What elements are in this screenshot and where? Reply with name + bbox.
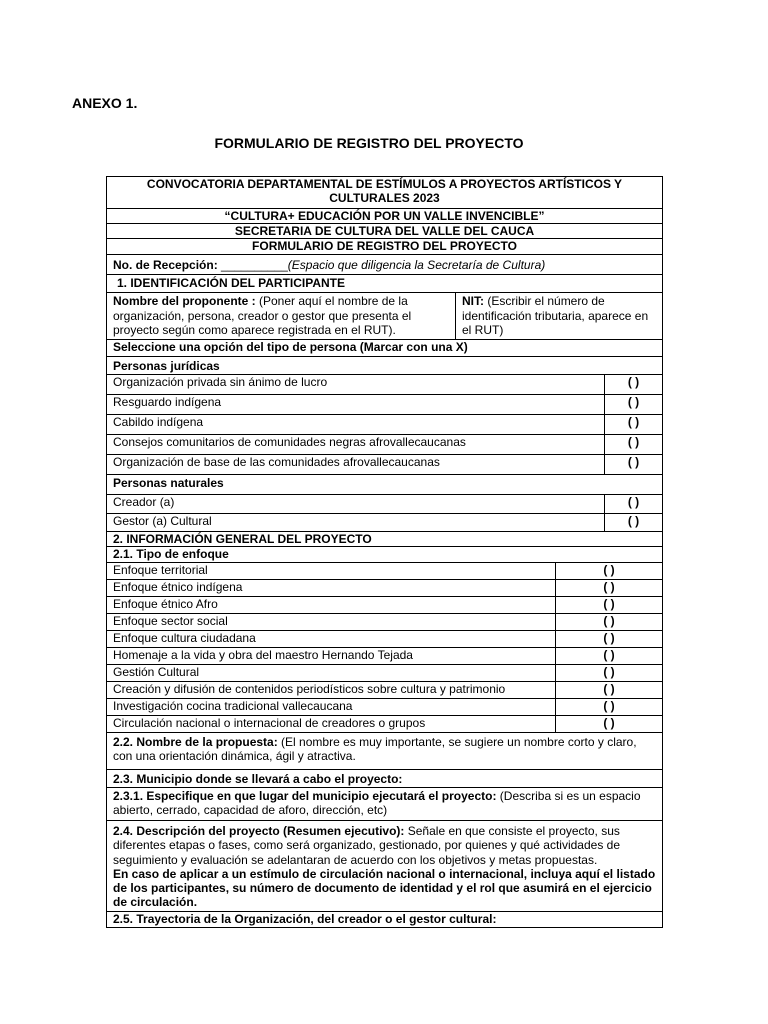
legal-option-checkbox[interactable]: ( ) (605, 414, 663, 434)
municipality-cell[interactable]: 2.3. Municipio donde se llevará a cabo el proyecto: (107, 770, 663, 788)
legal-option-checkbox[interactable]: ( ) (605, 394, 663, 414)
nit-label: NIT: (462, 294, 484, 309)
call-title: CONVOCATORIA DEPARTAMENTAL DE ESTÍMULOS A PROYECTOS ARTÍSTICOS Y CULTURALES 2023 (107, 177, 663, 209)
focus-option-checkbox[interactable]: ( ) (556, 631, 663, 648)
focus-option-label: Enfoque étnico Afro (107, 597, 556, 614)
secretariat-name: SECRETARIA DE CULTURA DEL VALLE DEL CAUCA (107, 224, 663, 239)
proponent-instructions: (Poner aquí el nombre de la organización, persona, creador o gestor que presenta el proyecto según como aparece registrada en el RUT). (113, 294, 412, 337)
document-title: FORMULARIO DE REGISTRO DEL PROYECTO (214, 135, 524, 151)
reception-label: No. de Recepción: (113, 258, 218, 273)
place-instructions: (Describa si es un espacio abierto, cerrado, capacidad de aforo, dirección, etc) (113, 789, 641, 818)
project-description-instructions: Señale en que consiste el proyecto, sus diferentes etapas o fases, como será organizado, gestionado, por quienes y qué actividades de seguimiento y evaluación se adelantaran de acuerdo con los objetivos y metas propuestas. (113, 824, 620, 867)
nit-instructions: (Escribir el número de identificación tributaria, aparece en el RUT) (462, 294, 649, 337)
form-table-identification (106, 176, 663, 532)
legal-persons-title: Personas jurídicas (107, 357, 663, 374)
trajectory-cell[interactable]: 2.5. Trayectoria de la Organización, del creador o el gestor cultural: (107, 912, 663, 928)
natural-option-label: Creador (a) (107, 494, 605, 513)
focus-option-label: Creación y difusión de contenidos periodísticos sobre cultura y patrimonio (107, 682, 556, 699)
natural-option-label: Gestor (a) Cultural (107, 513, 605, 531)
legal-option-checkbox[interactable]: ( ) (605, 454, 663, 474)
natural-persons-title: Personas naturales (107, 474, 663, 494)
proponent-label: Nombre del proponente : (113, 294, 256, 309)
person-type-instruction: Seleccione una opción del tipo de persona (Marcar con una X) (107, 340, 663, 357)
focus-option-checkbox[interactable]: ( ) (556, 682, 663, 699)
nit-cell[interactable] (456, 293, 663, 340)
legal-option-label: Consejos comunitarios de comunidades negras afrovallecaucanas (107, 434, 605, 454)
natural-option-checkbox[interactable]: ( ) (605, 494, 663, 513)
circulation-instructions: En caso de aplicar a un estímulo de circulación nacional o internacional, incluya aquí el listado de los participantes, su número de documento de identidad y el rol que asumirá en el ejercicio de circulación. (113, 866, 656, 910)
legal-option-checkbox[interactable]: ( ) (605, 434, 663, 454)
focus-option-checkbox[interactable]: ( ) (556, 699, 663, 716)
focus-option-checkbox[interactable]: ( ) (556, 597, 663, 614)
place-label: 2.3.1. Especifique en que lugar del municipio ejecutará el proyecto: (113, 789, 497, 804)
place-cell[interactable] (107, 788, 663, 821)
form-table-project-info (106, 531, 663, 928)
project-description-label: 2.4. Descripción del proyecto (Resumen ejecutivo): (113, 824, 405, 839)
focus-type-title: 2.1. Tipo de enfoque (107, 547, 663, 563)
focus-option-checkbox[interactable]: ( ) (556, 665, 663, 682)
legal-option-checkbox[interactable]: ( ) (605, 374, 663, 394)
focus-option-checkbox[interactable]: ( ) (556, 580, 663, 597)
proposal-name-instructions: (El nombre es muy importante, se sugiere un nombre corto y claro, con una orientación dinámica, ágil y atractiva. (113, 735, 637, 764)
focus-option-label: Homenaje a la vida y obra del maestro Hernando Tejada (107, 648, 556, 665)
natural-option-checkbox[interactable]: ( ) (605, 513, 663, 531)
focus-option-checkbox[interactable]: ( ) (556, 614, 663, 631)
section-1-title: 1. IDENTIFICACIÓN DEL PARTICIPANTE (107, 275, 663, 293)
focus-option-label: Enfoque cultura ciudadana (107, 631, 556, 648)
focus-option-label: Investigación cocina tradicional vallecaucana (107, 699, 556, 716)
legal-option-label: Resguardo indígena (107, 394, 605, 414)
focus-option-checkbox[interactable]: ( ) (556, 648, 663, 665)
focus-option-label: Enfoque territorial (107, 563, 556, 580)
legal-option-label: Cabildo indígena (107, 414, 605, 434)
focus-option-label: Gestión Cultural (107, 665, 556, 682)
focus-option-label: Enfoque sector social (107, 614, 556, 631)
focus-option-checkbox[interactable]: ( ) (556, 716, 663, 733)
legal-option-label: Organización de base de las comunidades afrovallecaucanas (107, 454, 605, 474)
proposal-name-label: 2.2. Nombre de la propuesta: (113, 735, 278, 750)
project-description-cell[interactable] (107, 821, 663, 912)
annex-label: ANEXO 1. (72, 95, 138, 111)
reception-row (107, 255, 663, 275)
proponent-name-cell[interactable] (107, 293, 456, 340)
focus-option-label: Enfoque étnico indígena (107, 580, 556, 597)
form-name: FORMULARIO DE REGISTRO DEL PROYECTO (107, 239, 663, 255)
focus-option-label: Circulación nacional o internacional de creadores o grupos (107, 716, 556, 733)
reception-blank[interactable]: __________ (217, 258, 288, 273)
call-slogan: “CULTURA+ EDUCACIÓN POR UN VALLE INVENCIBLE” (107, 209, 663, 224)
focus-option-checkbox[interactable]: ( ) (556, 563, 663, 580)
proposal-name-cell[interactable] (107, 733, 663, 770)
legal-option-label: Organización privada sin ánimo de lucro (107, 374, 605, 394)
section-2-title: 2. INFORMACIÓN GENERAL DEL PROYECTO (107, 532, 663, 547)
reception-note: (Espacio que diligencia la Secretaría de Cultura) (287, 258, 546, 273)
